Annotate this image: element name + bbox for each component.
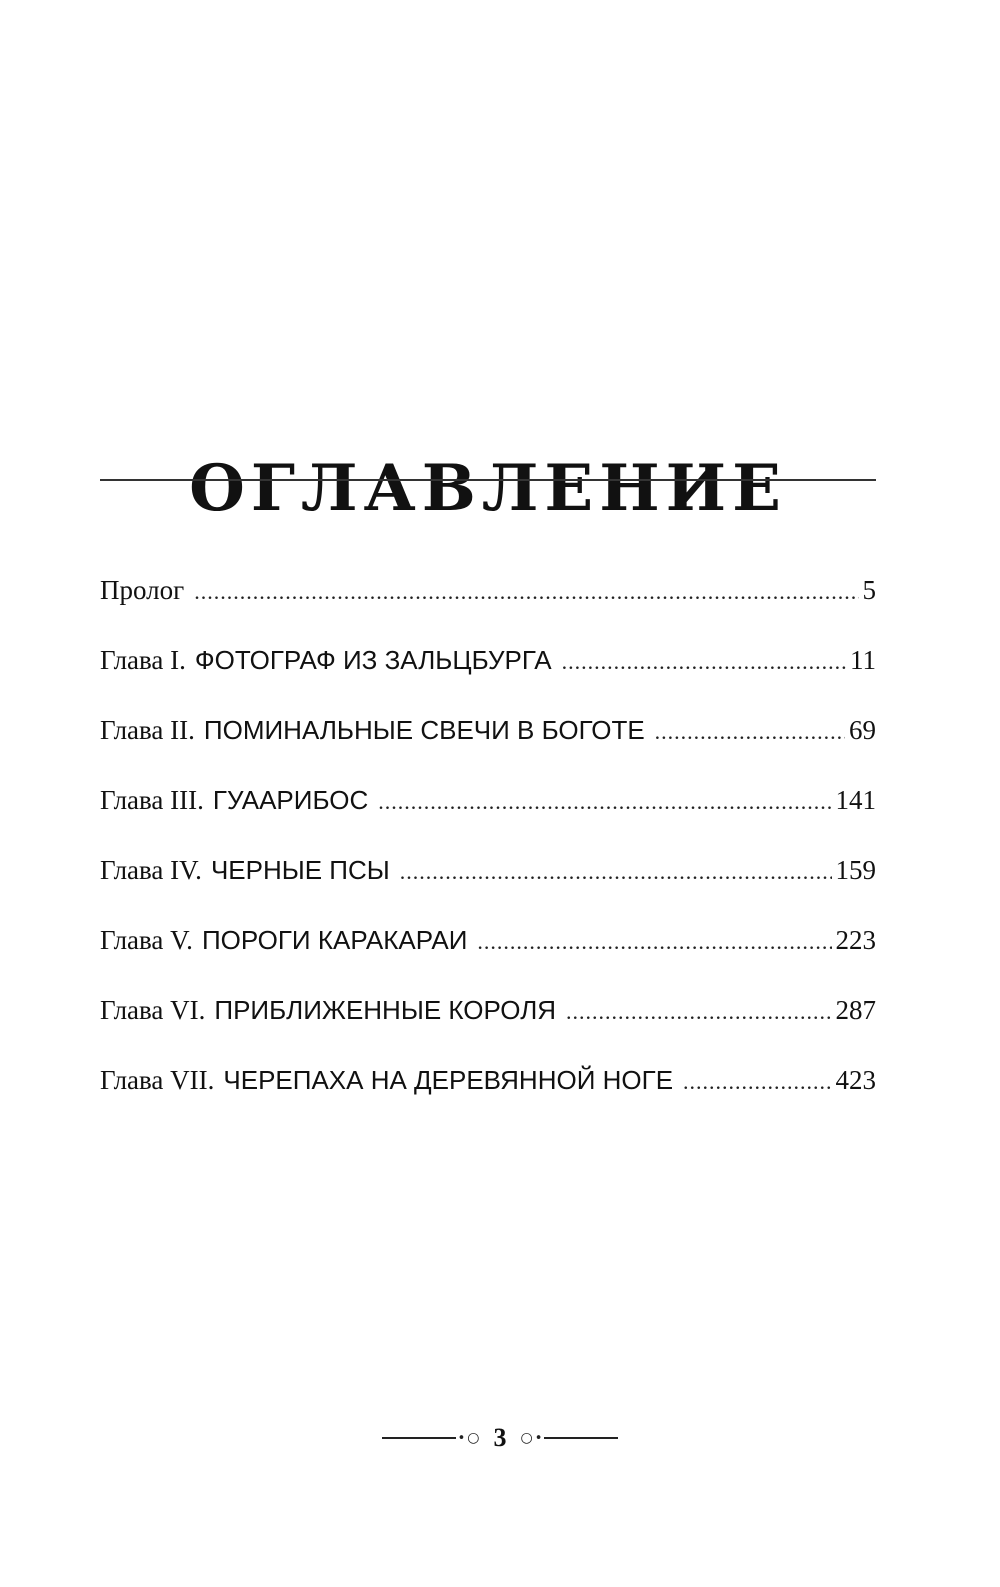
toc-entry-prefix: Глава V. — [100, 925, 193, 955]
toc-entry-title: ГУААРИБОС — [212, 785, 369, 815]
toc-entry-page: 141 — [835, 785, 876, 815]
dot-leader — [378, 782, 831, 822]
toc-entry-chapter-5[interactable] — [100, 920, 876, 990]
toc-entry-title: ПОРОГИ КАРАКАРАИ — [201, 925, 468, 955]
toc-entry-prefix: Пролог — [100, 575, 185, 605]
ornament-dot-icon: • — [457, 1430, 466, 1446]
dot-leader — [477, 922, 831, 962]
toc-entry-prefix: Глава VII. — [100, 1065, 215, 1095]
ornament-dot-icon: • — [534, 1430, 543, 1446]
toc-entry-prefix: Глава VI. — [100, 995, 206, 1025]
toc-entry-chapter-4[interactable] — [100, 850, 876, 920]
toc-entry-title: ЧЕРНЫЕ ПСЫ — [210, 855, 390, 885]
ornament-ring-icon: ○ — [520, 1430, 533, 1446]
toc-entry-page: 423 — [835, 1065, 876, 1095]
toc-entry-prologue[interactable] — [100, 570, 876, 640]
toc-entry-page: 69 — [849, 715, 876, 745]
dot-leader — [562, 642, 846, 682]
dot-leader — [655, 712, 845, 752]
toc-entry-title: ПОМИНАЛЬНЫЕ СВЕЧИ В БОГОТЕ — [203, 715, 645, 745]
dot-leader — [400, 852, 832, 892]
ornament-ring-icon: ○ — [467, 1430, 480, 1446]
toc-entry-chapter-1[interactable] — [100, 640, 876, 710]
toc-entry-page: 5 — [862, 575, 876, 605]
toc-entry-chapter-7[interactable] — [100, 1060, 876, 1130]
toc-entry-page: 287 — [835, 995, 876, 1025]
ornament-line-left — [382, 1437, 456, 1439]
toc-entry-prefix: Глава I. — [100, 645, 186, 675]
dot-leader — [566, 992, 831, 1032]
page-title: ОГЛАВЛЕНИЕ — [189, 450, 787, 526]
title-divider — [100, 479, 876, 481]
toc-entry-title: ФОТОГРАФ ИЗ ЗАЛЬЦБУРГА — [194, 645, 552, 675]
toc-entry-page: 159 — [835, 855, 876, 885]
dot-leader — [194, 572, 858, 612]
toc-entry-chapter-6[interactable] — [100, 990, 876, 1060]
toc-entry-page: 11 — [850, 645, 876, 675]
toc-entry-prefix: Глава IV. — [100, 855, 202, 885]
toc-entry-page: 223 — [835, 925, 876, 955]
toc-entry-title: ПРИБЛИЖЕННЫЕ КОРОЛЯ — [214, 995, 557, 1025]
toc-entry-prefix: Глава III. — [100, 785, 204, 815]
page-footer — [0, 1418, 1000, 1458]
table-of-contents — [100, 570, 876, 1130]
toc-entry-chapter-3[interactable] — [100, 780, 876, 850]
page-number: 3 — [493, 1423, 507, 1452]
toc-entry-title: ЧЕРЕПАХА НА ДЕРЕВЯННОЙ НОГЕ — [223, 1065, 674, 1095]
dot-leader — [683, 1062, 831, 1102]
toc-entry-chapter-2[interactable] — [100, 710, 876, 780]
ornament-line-right — [544, 1437, 618, 1439]
toc-entry-prefix: Глава II. — [100, 715, 195, 745]
